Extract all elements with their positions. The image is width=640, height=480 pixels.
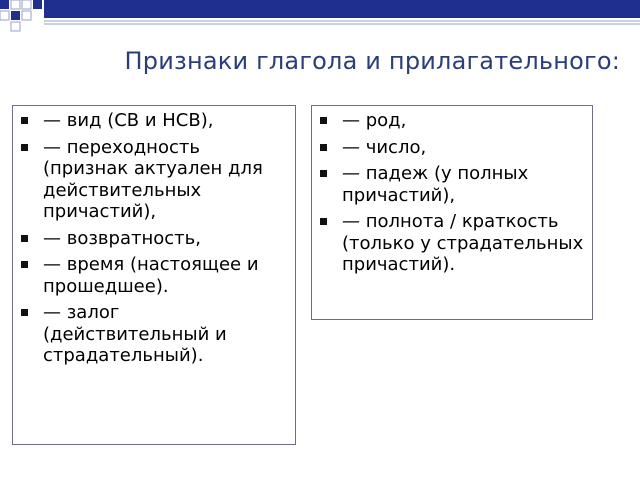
decorative-header-graphic <box>0 0 640 40</box>
list-item <box>13 254 287 297</box>
list-item <box>13 302 287 367</box>
list-item-text: — залог (действительный и страдательный). <box>43 302 227 366</box>
list-item-text: — падеж (у полных причастий), <box>342 163 529 206</box>
square-bullet-icon <box>320 170 327 177</box>
list-item-text: — полнота / краткость (только у страдательных причастий). <box>342 211 584 275</box>
square-bullet-icon <box>320 117 327 124</box>
list-item-text: — переходность (признак актуален для действительных причастий), <box>43 136 263 222</box>
right-content-box <box>311 105 593 320</box>
square-bullet-icon <box>21 261 28 268</box>
right-list <box>312 106 592 276</box>
list-item <box>13 228 287 250</box>
list-item-text: — возвратность, <box>43 227 201 249</box>
list-item-text: — число, <box>342 136 427 158</box>
list-item-text: — род, <box>342 110 407 131</box>
list-item <box>13 110 287 132</box>
list-item <box>312 110 584 132</box>
list-item-text: — время (настоящее и прошедшее). <box>43 254 259 297</box>
list-item <box>312 163 584 206</box>
list-item <box>13 137 287 223</box>
square-bullet-icon <box>320 144 327 151</box>
left-list <box>13 106 295 367</box>
square-bullet-icon <box>21 117 28 124</box>
square-bullet-icon <box>21 144 28 151</box>
left-content-box <box>12 105 296 445</box>
list-item <box>312 137 584 159</box>
list-item-text: — вид (СВ и НСВ), <box>43 110 214 131</box>
list-item <box>312 211 584 276</box>
slide-title: Признаки глагола и прилагательного: <box>124 47 620 75</box>
square-bullet-icon <box>21 235 28 242</box>
square-bullet-icon <box>21 309 28 316</box>
square-bullet-icon <box>320 218 327 225</box>
